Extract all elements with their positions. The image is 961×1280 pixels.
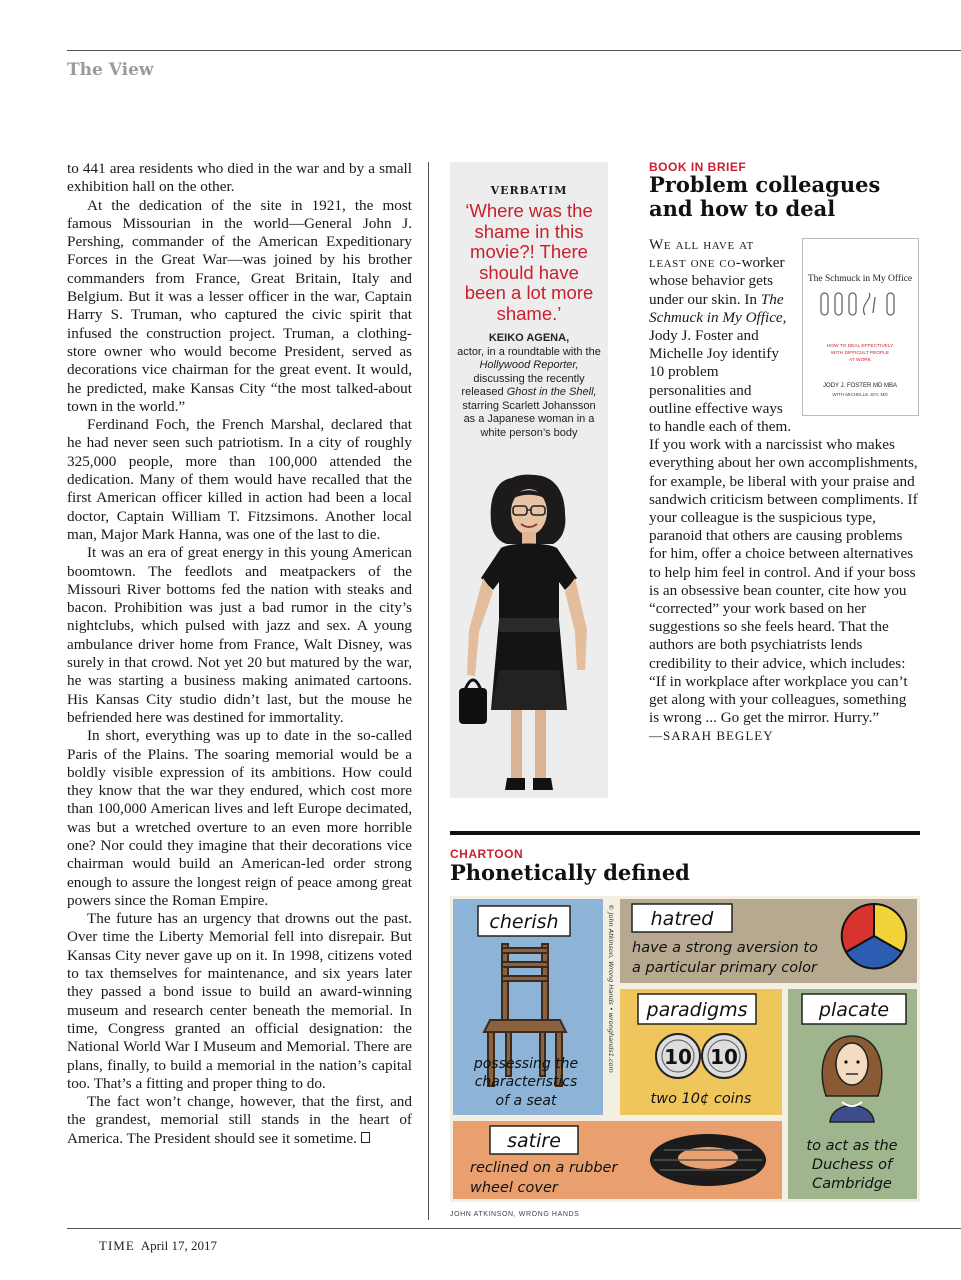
book-in-brief-lead: We all have at least one co-	[649, 236, 754, 272]
cover-subtitle-2: WITH DIFFICULT PEOPLE	[830, 351, 890, 356]
article-paragraph: to 441 area residents who died in the war and by a small exhibition hall on the other.	[67, 160, 412, 196]
chartoon-rule	[450, 831, 920, 835]
chartoon-kicker: CHARTOON	[450, 847, 524, 861]
svg-text:Duchess of: Duchess of	[811, 1157, 893, 1173]
cartoon-credit: JOHN ATKINSON, WRONG HANDS	[450, 1211, 580, 1218]
svg-text:reclined on a rubber: reclined on a rubber	[470, 1160, 618, 1176]
svg-text:cherish: cherish	[489, 911, 559, 933]
end-mark-icon	[361, 1132, 370, 1143]
tire-icon	[650, 1134, 766, 1186]
svg-text:to act as the: to act as the	[806, 1138, 898, 1154]
verbatim-speaker: KEIKO AGENA,	[488, 332, 570, 344]
cover-author-2: WITH MICHELLE JOY, MD	[832, 392, 888, 397]
panel-placate	[788, 989, 917, 1199]
book-title: The Schmuck in My Office,	[649, 290, 787, 326]
cover-subtitle-1: HOW TO DEAL EFFECTIVELY	[826, 344, 894, 349]
svg-text:wheel cover: wheel cover	[470, 1180, 558, 1196]
chartoon-cartoon	[450, 896, 920, 1202]
article-paragraph	[67, 1093, 412, 1148]
column-divider	[428, 162, 429, 1220]
article-paragraph: At the dedication of the site in 1921, the most famous Missourian in the world—General John J. Pershing, commander of the American Expeditionary Forces in the Great War—was joined by his brother commanders from France, Great Britain, Italy and Belgium. But it was a lesser officer in the war, Captain Harry S. Truman, who captured the civic spirit that infused the construction project. Truman, a clothing-store owner who would become President, served as decorations vice chairman for the great event. It would, he predicted, make Kansas City “the most talked-about town in the world.”	[67, 196, 412, 415]
book-in-brief-title: Problem colleagues and how to deal	[649, 172, 881, 221]
book-cover	[802, 238, 919, 416]
book-in-brief-body: The Schmuck in My Office HOW TO DEAL EFFECTIVELY WITH DIFFICULT PEOPLE AT WORK JODY J. FOSTER MD MBA WITH MICHELLE JOY, MD We all have at least one co-worker whose behavior gets under our skin. In The Schmuck in My Office, Jody J. Foster and Michelle Joy identify 10 problem personalities and outline effective ways to handle each of them. If you work with a narcissist who makes everything about her own accomplishments, for example, be liberal with your praise and sandwich criticism between compliments. If your colleague is the suspicious type, paranoid that others are causing problems for him, offer a choice between alternatives to help him feel in control. And if your boss is an obsessive bean counter, cite how you “corrected” your work based on her suggestions so she feels heard. That the authors are both psychiatrists lends credibility to their advice, which includes: “If in workplace after workplace you can’t get along with your colleagues, something is wrong ... Go get the mirror. Hurry.” —SARAH BEGLEY	[649, 236, 918, 744]
svg-text:two 10¢ coins: two 10¢ coins	[650, 1091, 752, 1107]
svg-text:10: 10	[664, 1045, 692, 1069]
verbatim-attribution: KEIKO AGENA, actor, in a roundtable with the Hollywood Reporter, discussing the recently released Ghost in the Shell, starring Scarlett Johansson as a Japanese woman in a white person’s body	[457, 332, 601, 439]
svg-text:paradigms: paradigms	[646, 999, 748, 1021]
article-last-text: The fact won’t change, however, that the first, and the grandest, memorial still stands in the heart of America. The President should see it sometime.	[67, 1093, 412, 1147]
article-paragraph: It was an era of great energy in this young American boomtown. The feedlots and meatpackers of the Missouri River bottoms fed the nation with steaks and bacon. Prohibition was just a bad rumor in the city’s nightclubs, which pulsed with jazz and sex. A young ambulance driver home from France, Walt Disney, was surely in that crowd. Not yet 20 but matured by the war, he was starting a business making animated cartoons. His Kansas City studio didn’t last, but the mouse he befriended here was destined for immortality.	[67, 544, 412, 726]
magazine-name: TIME	[99, 1238, 135, 1253]
article-paragraph: In short, everything was up to date in the so-called Paris of the Plains. The soaring memorial would be a boldly visible expression of its ambitions. How could they know that the war they endured, which cost more than 100,000 American lives and left Europe decimated, was but a wretched overture to an even more horrible one? Nor could they imagine that their decorations vice chairman would build an American-led order strong enough to assure the longest reign of peace among great powers since the Roman Empire.	[67, 727, 412, 909]
panel-satire	[453, 1121, 782, 1199]
verbatim-label: VERBATIM	[490, 184, 568, 197]
verbatim-quote: ‘Where was the shame in this movie?! There should have been a lot more shame.’	[464, 200, 594, 324]
article-paragraph: The future has an urgency that drowns out the past. Over time the Liberty Memorial fell into disrepair. But Kansas City never gave up on it. In 1998, citizens voted to tax themselves for maintenance, and six years later they passed a bond issue to build an award-winning museum and research center beneath the memorial. In time, Congress granted an official designation: the National World War I Museum and Memorial. There are plans, finally, to build a memorial in the nation’s capital too. That’s a fitting and proper thing to do.	[67, 910, 412, 1092]
article-paragraph: Ferdinand Foch, the French Marshal, declared that he had never seen such patriotism. In a city of roughly 325,000 people, more than 100,000 attended the dedication. Many of them would have recalled that the first American officer killed in action had been a local doctor, Captain William T. Fitzsimons. Another local man, Major Mark Hanna, was one of the last to die.	[67, 416, 412, 543]
article-body	[67, 160, 412, 1148]
panel-hatred	[620, 899, 917, 983]
paperclips-icon	[821, 293, 894, 315]
bottom-rule	[67, 1228, 961, 1229]
speaker-photo	[455, 470, 605, 795]
section-label: The View	[67, 60, 154, 80]
svg-text:of a seat: of a seat	[495, 1093, 557, 1109]
svg-text:a particular primary color: a particular primary color	[632, 960, 817, 976]
svg-text:characteristics: characteristics	[474, 1074, 578, 1090]
page-footer	[99, 1238, 217, 1254]
issue-date: April 17, 2017	[140, 1238, 217, 1253]
svg-text:placate: placate	[818, 999, 890, 1021]
color-wheel-icon	[842, 904, 907, 969]
cartoon-side-credit: © John Atkinson, Wrong Hands • wronghands1.com	[607, 904, 615, 1073]
svg-text:satire: satire	[507, 1130, 561, 1152]
svg-text:hatred: hatred	[650, 908, 714, 930]
byline: —SARAH BEGLEY	[649, 728, 774, 744]
svg-text:possessing the: possessing the	[473, 1056, 579, 1072]
cover-title: The Schmuck in My Office	[807, 274, 913, 284]
svg-text:have a strong aversion to: have a strong aversion to	[632, 940, 818, 956]
book-in-brief-kicker: BOOK IN BRIEF	[649, 160, 747, 174]
svg-text:10: 10	[710, 1045, 738, 1069]
panel-paradigms	[620, 989, 782, 1115]
panel-cherish	[453, 899, 603, 1115]
cover-author-1: JODY J. FOSTER MD MBA	[823, 383, 897, 389]
svg-text:Cambridge: Cambridge	[812, 1176, 892, 1192]
chartoon-title: Phonetically defined	[450, 860, 690, 885]
cover-subtitle-3: AT WORK	[849, 358, 871, 363]
top-rule	[67, 50, 961, 51]
